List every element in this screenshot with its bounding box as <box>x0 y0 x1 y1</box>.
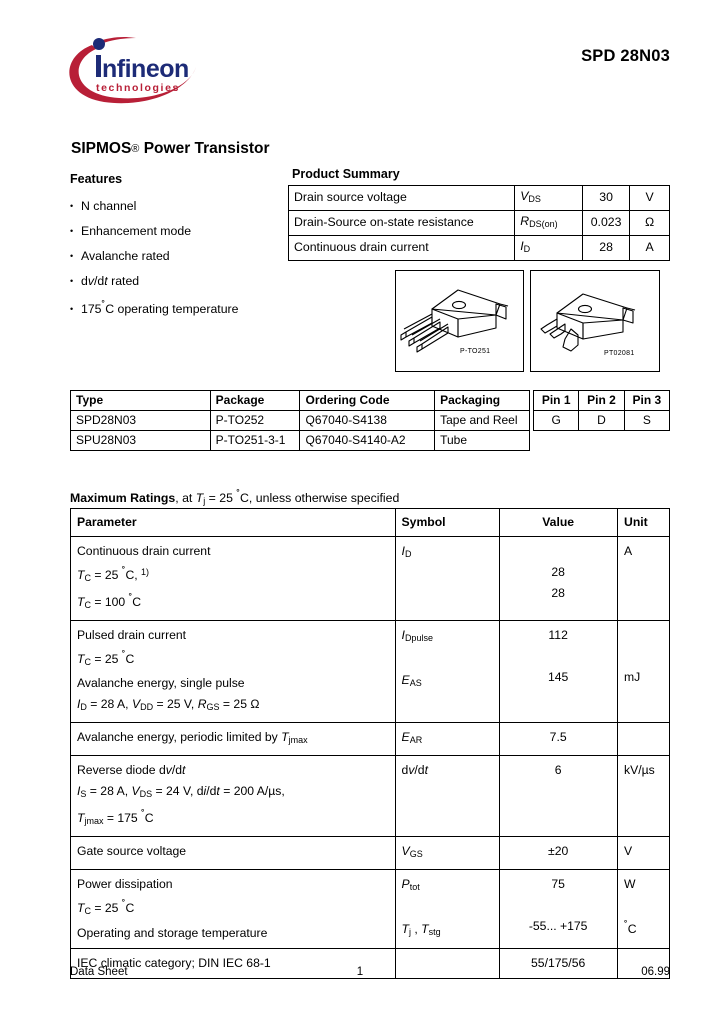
product-summary-table <box>288 185 670 261</box>
max-ratings-heading-bold: Maximum Ratings <box>70 491 176 506</box>
col-type: Type <box>71 391 211 411</box>
unit-line: A <box>624 544 633 558</box>
unit-line: V <box>624 844 633 859</box>
cell-package: P-TO252 <box>210 411 300 431</box>
cell-value <box>500 621 618 723</box>
svg-text:technologies: technologies <box>96 82 180 94</box>
param-line: $T_{jmax} = 175$ ˚C <box>77 809 154 827</box>
unit-line: mJ <box>624 670 641 685</box>
unit-line: kV/µs <box>624 763 655 778</box>
col-packaging: Packaging <box>435 391 530 411</box>
table-header-row <box>534 391 670 411</box>
cell-unit <box>618 621 670 723</box>
ps-symbol: $R_{DS(on)}$ <box>515 210 583 235</box>
ps-unit: A <box>630 235 670 260</box>
cell-package: P-TO251-3-1 <box>210 431 300 451</box>
cell-unit <box>618 756 670 837</box>
table-row <box>534 411 670 431</box>
value-line: 75 <box>551 877 565 892</box>
pin-table <box>533 390 670 431</box>
table-row <box>289 235 670 260</box>
cell-value <box>500 837 618 870</box>
type-table <box>70 390 530 451</box>
ps-symbol: $I_D$ <box>515 235 583 260</box>
cell-symbol <box>395 756 500 837</box>
cell-symbol <box>395 837 500 870</box>
col-ordering: Ordering Code <box>300 391 435 411</box>
symbol-line: $V_{GS}$ <box>401 844 423 860</box>
ps-value: 0.023 <box>583 210 630 235</box>
footer-date: 06.99 <box>641 966 670 978</box>
param-line: $T_C = 100$ ˚C <box>77 593 142 611</box>
ps-unit: V <box>630 186 670 211</box>
param-line: Pulsed drain current <box>77 628 187 643</box>
ps-unit: Ω <box>630 210 670 235</box>
value-line: 145 <box>547 670 569 685</box>
table-row <box>71 756 670 837</box>
param-line: $T_C = 25$ ˚C <box>77 899 135 917</box>
bullet-icon: • <box>70 251 74 262</box>
col-value: Value <box>500 509 618 537</box>
list-item <box>70 219 285 244</box>
value-line: 28 <box>551 565 565 579</box>
col-package: Package <box>210 391 300 411</box>
col-parameter: Parameter <box>71 509 396 537</box>
product-summary-heading: Product Summary <box>292 167 400 181</box>
feature-label: Enhancement mode <box>81 224 192 239</box>
cell-unit <box>618 537 670 621</box>
cell-ordering: Q67040-S4140-A2 <box>300 431 435 451</box>
table-row <box>289 186 670 211</box>
max-ratings-table <box>70 508 670 979</box>
cell-parameter <box>71 723 396 756</box>
param-line: Avalanche energy, single pulse <box>77 676 245 691</box>
features-heading: Features <box>70 172 123 186</box>
value-line: 28 <box>551 586 565 600</box>
page-title <box>71 140 269 158</box>
svg-text:nfineon: nfineon <box>102 55 189 83</box>
table-row <box>71 723 670 756</box>
footer-left: Data Sheet <box>70 966 128 978</box>
symbol-line: $P_{tot}$ <box>401 877 420 893</box>
bullet-icon: • <box>70 304 74 315</box>
cell-pin2: D <box>579 411 624 431</box>
col-pin3: Pin 3 <box>624 391 669 411</box>
cell-parameter <box>71 870 396 948</box>
cell-value <box>500 870 618 948</box>
cell-type: SPD28N03 <box>71 411 211 431</box>
package-drawing-to252 <box>530 270 660 372</box>
bullet-icon: • <box>70 226 74 237</box>
param-line: Reverse diode dv/dt <box>77 763 186 778</box>
list-item <box>70 244 285 269</box>
ps-symbol: $V_{DS}$ <box>515 186 583 211</box>
cell-pin1: G <box>534 411 579 431</box>
table-header-row <box>71 509 670 537</box>
cell-parameter <box>71 837 396 870</box>
features-list <box>70 194 285 322</box>
list-item <box>70 269 285 294</box>
registered-mark: ® <box>131 143 140 156</box>
part-number: SPD 28N03 <box>581 47 670 65</box>
value-line: 112 <box>548 628 568 643</box>
symbol-line: $E_{AR}$ <box>401 730 423 746</box>
unit-line: ˚C <box>624 920 637 937</box>
page-title-rest: Power Transistor <box>139 140 270 157</box>
package-code-right: PT02081 <box>604 350 635 357</box>
cell-symbol <box>395 537 500 621</box>
package-drawing-to251 <box>395 270 524 372</box>
ps-description: Drain source voltage <box>289 186 515 211</box>
infineon-logo <box>62 33 202 105</box>
cell-packaging: Tube <box>435 431 530 451</box>
value-line: -55... +175 <box>528 919 588 934</box>
feature-label: 175˚C operating temperature <box>81 300 239 317</box>
table-header-row <box>71 391 530 411</box>
cell-ordering: Q67040-S4138 <box>300 411 435 431</box>
cell-unit <box>618 870 670 948</box>
symbol-line: $T_j$ , $T_{stg}$ <box>401 922 441 938</box>
param-line: Power dissipation <box>77 877 173 892</box>
bullet-icon: • <box>70 276 74 287</box>
feature-label: dv/dt rated <box>81 274 140 289</box>
cell-parameter <box>71 756 396 837</box>
symbol-line: $I_{Dpulse}$ <box>401 628 433 644</box>
cell-parameter <box>71 537 396 621</box>
param-line: Continuous drain current <box>77 544 211 558</box>
col-pin2: Pin 2 <box>579 391 624 411</box>
cell-symbol <box>395 723 500 756</box>
value-line: 6 <box>554 763 562 778</box>
list-item <box>70 194 285 219</box>
table-row <box>289 210 670 235</box>
ps-value: 30 <box>583 186 630 211</box>
unit-line: W <box>624 877 636 892</box>
param-line: IEC climatic category; DIN IEC 68-1 <box>77 955 271 970</box>
cell-unit <box>618 723 670 756</box>
symbol-line: $I_D$ <box>401 544 412 559</box>
table-row <box>71 837 670 870</box>
cell-packaging: Tape and Reel <box>435 411 530 431</box>
cell-symbol <box>395 870 500 948</box>
param-line: Avalanche energy, periodic limited by $T_{jmax}$ <box>77 730 308 746</box>
ps-value: 28 <box>583 235 630 260</box>
cell-value <box>500 756 618 837</box>
value-line: 7.5 <box>549 730 567 745</box>
feature-label: Avalanche rated <box>81 249 170 264</box>
table-row <box>71 621 670 723</box>
bullet-icon: • <box>70 201 74 211</box>
param-line: Gate source voltage <box>77 844 187 859</box>
list-item <box>70 294 285 322</box>
param-line: Operating and storage temperature <box>77 925 268 940</box>
footer-page-number: 1 <box>356 966 364 978</box>
cell-value <box>500 723 618 756</box>
ps-description: Continuous drain current <box>289 235 515 260</box>
table-row <box>71 537 670 621</box>
page-title-main: SIPMOS <box>71 140 132 157</box>
cell-parameter <box>71 621 396 723</box>
param-line: $T_C = 25$ ˚C, $^{1)}$ <box>77 566 150 584</box>
ps-description: Drain-Source on-state resistance <box>289 210 515 235</box>
package-code-left: P-TO251 <box>460 348 491 355</box>
param-line: $T_C = 25$ ˚C <box>77 650 135 668</box>
col-unit: Unit <box>618 509 670 537</box>
table-row <box>71 431 530 451</box>
max-ratings-heading: Maximum Ratings, at $T_j = 25$ ˚C, unless otherwise specified <box>70 489 400 507</box>
cell-value <box>500 537 618 621</box>
symbol-line: $E_{AS}$ <box>401 673 422 689</box>
cell-unit <box>618 837 670 870</box>
value-line: 55/175/56 <box>531 955 586 970</box>
page-footer <box>0 966 720 986</box>
symbol-line: dv/dt <box>401 763 428 778</box>
value-line: ±20 <box>548 844 569 859</box>
col-pin1: Pin 1 <box>534 391 579 411</box>
feature-label: N channel <box>81 199 137 214</box>
cell-symbol <box>395 621 500 723</box>
param-line: $I_D = 28$ A, $V_{DD} = 25$ V, $R_{GS} = 25$ Ω <box>77 697 260 713</box>
table-row <box>71 411 530 431</box>
table-row <box>71 870 670 948</box>
cell-type: SPU28N03 <box>71 431 211 451</box>
param-line: $I_S = 28$ A, $V_{DS} = 24$ V, di/dt = 200 A/µs, <box>77 784 285 800</box>
col-symbol: Symbol <box>395 509 500 537</box>
cell-pin3: S <box>624 411 669 431</box>
